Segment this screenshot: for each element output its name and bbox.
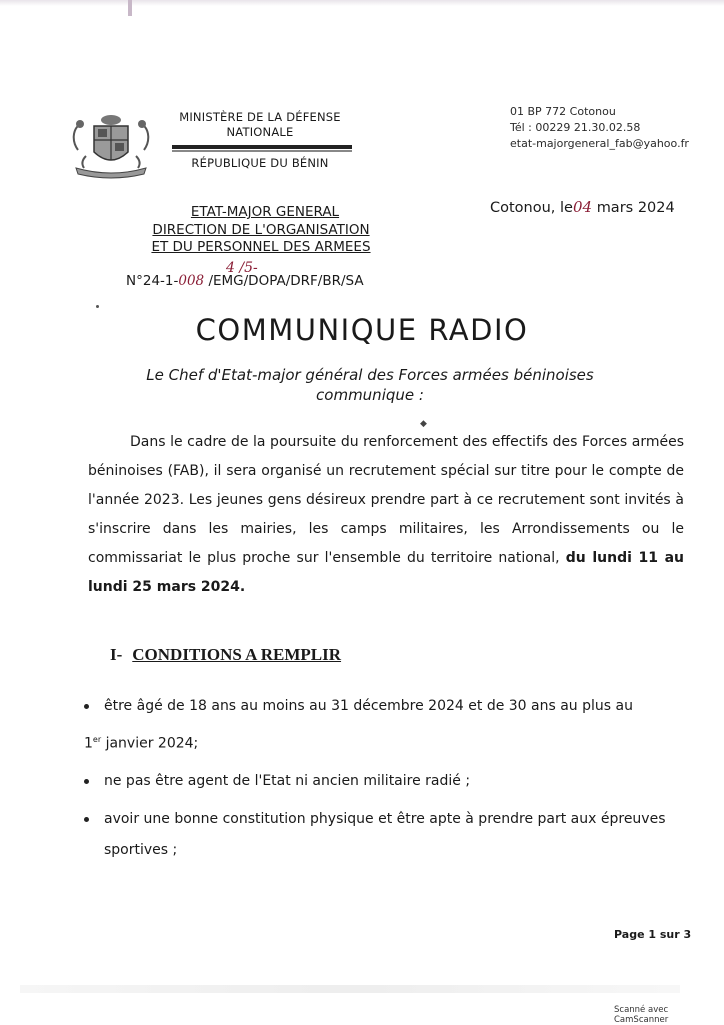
paragraph-dates: du lundi 11 au lundi 25 mars 2024. — [88, 550, 685, 595]
ref-prefix: N°24-1- — [126, 273, 179, 289]
scan-mark — [128, 0, 132, 16]
office-line-2: DIRECTION DE L'ORGANISATION — [152, 221, 370, 238]
date-prefix: Cotonou, le — [490, 200, 573, 216]
contact-address: 01 BP 772 Cotonou — [510, 105, 616, 118]
republic-name: RÉPUBLIQUE DU BÉNIN — [191, 156, 329, 170]
handwritten-annotation: 4 /5- — [226, 260, 258, 276]
scan-top-border — [0, 0, 724, 6]
issuing-office — [136, 204, 386, 257]
bullet-icon — [84, 779, 89, 784]
page-number: Page 1 sur 3 — [614, 928, 692, 941]
date-rest: mars 2024 — [596, 200, 675, 216]
ministry-name — [160, 110, 360, 140]
section-number: I- — [110, 645, 123, 664]
coat-of-arms-icon — [66, 112, 156, 182]
subtitle-line-1: Le Chef d'Etat-major général des Forces armées béninoises — [146, 366, 594, 384]
flag-rule-thin — [172, 150, 352, 152]
paragraph-text: Dans le cadre de la poursuite du renforcement des effectifs des Forces armées béninoises (FAB), il sera organisé un recrutement spécial sur titre pour le compte de l'année 2023. Les jeunes gens désireux prendre part à ce recrutement sont invités à s'inscrire dans les mairies, les camps militaires, les Arrondissements ou le commissariat le plus proche sur l'ensemble du territoire national, — [88, 434, 684, 566]
subtitle-line-2: communique : — [316, 386, 424, 404]
ref-number-handwritten: 008 — [178, 273, 205, 289]
condition-1-line-1: être âgé de 18 ans au moins au 31 décembre 2024 et de 30 ans au plus au — [104, 698, 633, 714]
ministry-line-2: NATIONALE — [226, 125, 294, 139]
ref-suffix: /EMG/DOPA/DRF/BR/SA — [208, 273, 364, 289]
subtitle — [130, 365, 610, 405]
scan-bleed-through — [20, 985, 680, 993]
condition-3-line-2: sportives ; — [104, 842, 178, 858]
condition-2: ne pas être agent de l'Etat ni ancien militaire radié ; — [104, 773, 471, 789]
section-label: CONDITIONS A REMPLIR — [132, 645, 342, 664]
date-day-handwritten: 04 — [572, 198, 593, 216]
contact-block — [510, 104, 689, 152]
reference-number — [126, 273, 364, 289]
scan-mark-small: ◆ — [420, 419, 427, 429]
contact-phone: Tél : 00229 21.30.02.58 — [510, 121, 641, 134]
section-heading — [110, 645, 341, 665]
bullet-icon — [84, 817, 89, 822]
condition-3-line-1: avoir une bonne constitution physique et être apte à prendre part aux épreuves — [104, 811, 666, 827]
document-date — [490, 198, 675, 216]
office-line-1: ETAT-MAJOR GENERAL — [190, 204, 340, 220]
office-line-3: ET DU PERSONNEL DES ARMEES — [151, 239, 371, 255]
scanner-watermark: Scanné avec CamScanner — [614, 1005, 669, 1025]
contact-email: etat-majorgeneral_fab@yahoo.fr — [510, 137, 689, 150]
flag-rule — [172, 145, 352, 149]
bullet-icon — [84, 704, 89, 709]
body-paragraph — [88, 428, 684, 602]
scan-speck — [96, 305, 99, 308]
page-title: COMMUNIQUE RADIO — [195, 313, 529, 347]
condition-1-line-2: 1er janvier 2024; — [84, 735, 199, 752]
ministry-line-1: MINISTÈRE DE LA DÉFENSE — [179, 110, 341, 124]
